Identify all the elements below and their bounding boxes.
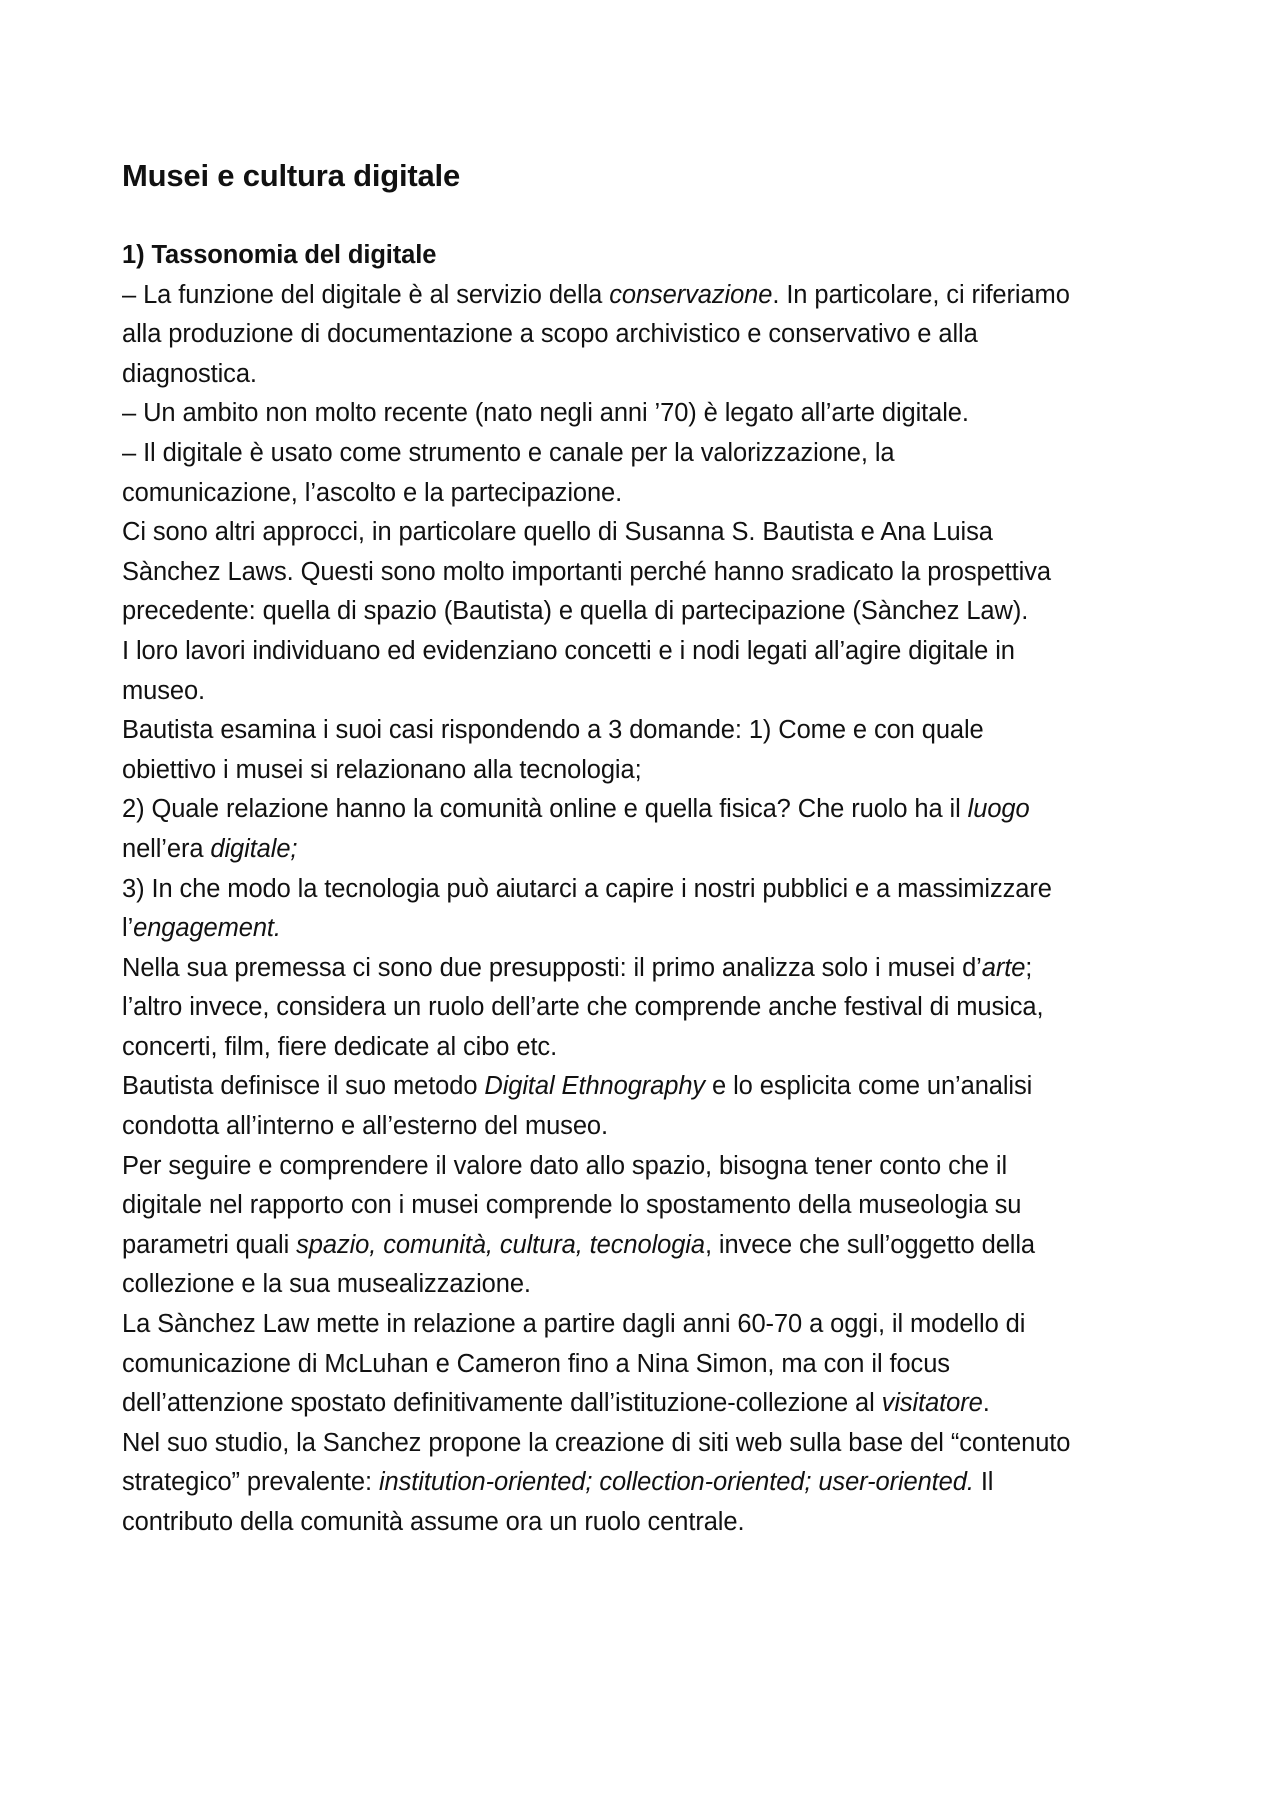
text-line — [122, 1067, 1182, 1107]
text-segment: collezione e la sua musealizzazione. — [122, 1270, 531, 1299]
text-line — [122, 1265, 1182, 1305]
text-segment: comunicazione, l’ascolto e la partecipazione. — [122, 478, 623, 507]
text-segment: Bautista definisce il suo metodo — [122, 1072, 485, 1101]
text-segment: concerti, film, fiere dedicate al cibo etc. — [122, 1032, 558, 1061]
text-line — [122, 315, 1182, 355]
emphasized-text: conservazione — [609, 280, 773, 309]
text-line — [122, 672, 1182, 712]
text-segment: I loro lavori individuano ed evidenziano concetti e i nodi legati all’agire digitale in — [122, 636, 1015, 665]
text-segment: , invece che sull’oggetto della — [704, 1230, 1035, 1259]
text-line — [122, 870, 1182, 910]
text-line — [122, 592, 1182, 632]
text-segment: alla produzione di documentazione a scopo archivistico e conservativo e alla — [122, 320, 978, 349]
text-segment: Per seguire e comprendere il valore dato allo spazio, bisogna tener conto che il — [122, 1151, 1008, 1180]
text-segment: digitale nel rapporto con i musei comprende lo spostamento della museologia su — [122, 1191, 1022, 1220]
text-segment: comunicazione di McLuhan e Cameron fino a Nina Simon, ma con il focus — [122, 1349, 950, 1378]
document-title: Musei e cultura digitale — [122, 158, 461, 193]
emphasized-text: Digital Ethnography — [484, 1072, 706, 1101]
emphasized-text: luogo — [967, 795, 1030, 824]
text-segment: La Sànchez Law mette in relazione a partire dagli anni 60-70 a oggi, il modello di — [122, 1310, 1026, 1339]
text-segment: l’ — [122, 914, 134, 943]
text-segment: l’altro invece, considera un ruolo dell’arte che comprende anche festival di musica, — [122, 993, 1044, 1022]
text-line — [122, 276, 1182, 316]
text-line — [122, 394, 1182, 434]
text-line — [122, 790, 1182, 830]
text-segment: – Un ambito non molto recente (nato negli anni ’70) è legato all’arte digitale. — [122, 399, 969, 428]
text-segment: contributo della comunità assume ora un ruolo centrale. — [122, 1508, 745, 1536]
text-segment: – La funzione del digitale è al servizio della — [122, 280, 610, 309]
text-line — [122, 909, 1182, 949]
text-segment: e lo esplicita come un’analisi — [705, 1072, 1033, 1101]
text-line — [122, 1345, 1182, 1385]
text-line — [122, 513, 1182, 553]
text-segment: condotta all’interno e all’esterno del museo. — [122, 1112, 608, 1141]
text-segment: 3) In che modo la tecnologia può aiutarci a capire i nostri pubblici e a massimizzare — [122, 874, 1052, 903]
document-body — [122, 236, 1182, 1543]
emphasized-text: institution-oriented; collection-oriented; user-oriented. — [378, 1468, 974, 1497]
text-segment: parametri quali — [122, 1230, 297, 1259]
text-line — [122, 434, 1182, 474]
text-line — [122, 1424, 1182, 1464]
text-segment: – Il digitale è usato come strumento e canale per la valorizzazione, la — [122, 438, 895, 467]
text-segment: . — [982, 1389, 990, 1418]
text-segment: Bautista esamina i suoi casi rispondendo a 3 domande: 1) Come e con quale — [122, 716, 984, 745]
text-segment: Sànchez Laws. Questi sono molto importanti perché hanno sradicato la prospettiva — [122, 557, 1051, 586]
text-segment: precedente: quella di spazio (Bautista) e quella di partecipazione (Sànchez Law). — [122, 597, 1029, 626]
text-line — [122, 1305, 1182, 1345]
section-heading — [122, 236, 1182, 276]
text-line — [122, 632, 1182, 672]
text-line — [122, 1226, 1182, 1266]
emphasized-text: visitatore — [881, 1389, 983, 1418]
text-line — [122, 711, 1182, 751]
text-segment: Nella sua premessa ci sono due presupposti: il primo analizza solo i musei d’ — [122, 953, 982, 982]
text-line — [122, 1028, 1182, 1068]
text-segment: strategico” prevalente: — [122, 1468, 379, 1497]
text-segment: obiettivo i musei si relazionano alla tecnologia; — [122, 755, 642, 784]
text-line — [122, 355, 1182, 395]
emphasized-text: arte — [981, 953, 1026, 982]
text-segment: Il — [973, 1468, 994, 1497]
text-segment: Nel suo studio, la Sanchez propone la creazione di siti web sulla base del “contenuto — [122, 1428, 1071, 1457]
text-line — [122, 1147, 1182, 1187]
text-segment: ; — [1025, 953, 1033, 982]
emphasized-text: digitale; — [210, 834, 298, 863]
text-segment: diagnostica. — [122, 359, 257, 388]
document-page — [122, 154, 1182, 1543]
text-line — [122, 1384, 1182, 1424]
text-line — [122, 988, 1182, 1028]
text-line — [122, 751, 1182, 791]
text-line — [122, 1107, 1182, 1147]
text-segment: dell’attenzione spostato definitivamente dall’istituzione-collezione al — [122, 1389, 882, 1418]
text-segment: . In particolare, ci riferiamo — [772, 280, 1070, 309]
text-line — [122, 949, 1182, 989]
text-segment: Ci sono altri approcci, in particolare quello di Susanna S. Bautista e Ana Luisa — [122, 518, 993, 547]
emphasized-text: spazio, comunità, cultura, tecnologia — [296, 1230, 705, 1259]
text-line — [122, 1463, 1182, 1503]
section-title: 1) Tassonomia del digitale — [122, 241, 437, 269]
text-line — [122, 553, 1182, 593]
text-line — [122, 1503, 1182, 1543]
emphasized-text: engagement. — [133, 914, 281, 943]
text-segment: nell’era — [122, 834, 211, 863]
text-line — [122, 1186, 1182, 1226]
text-segment: 2) Quale relazione hanno la comunità online e quella fisica? Che ruolo ha il — [122, 795, 968, 824]
text-line — [122, 474, 1182, 514]
text-line — [122, 830, 1182, 870]
text-segment: museo. — [122, 676, 206, 705]
